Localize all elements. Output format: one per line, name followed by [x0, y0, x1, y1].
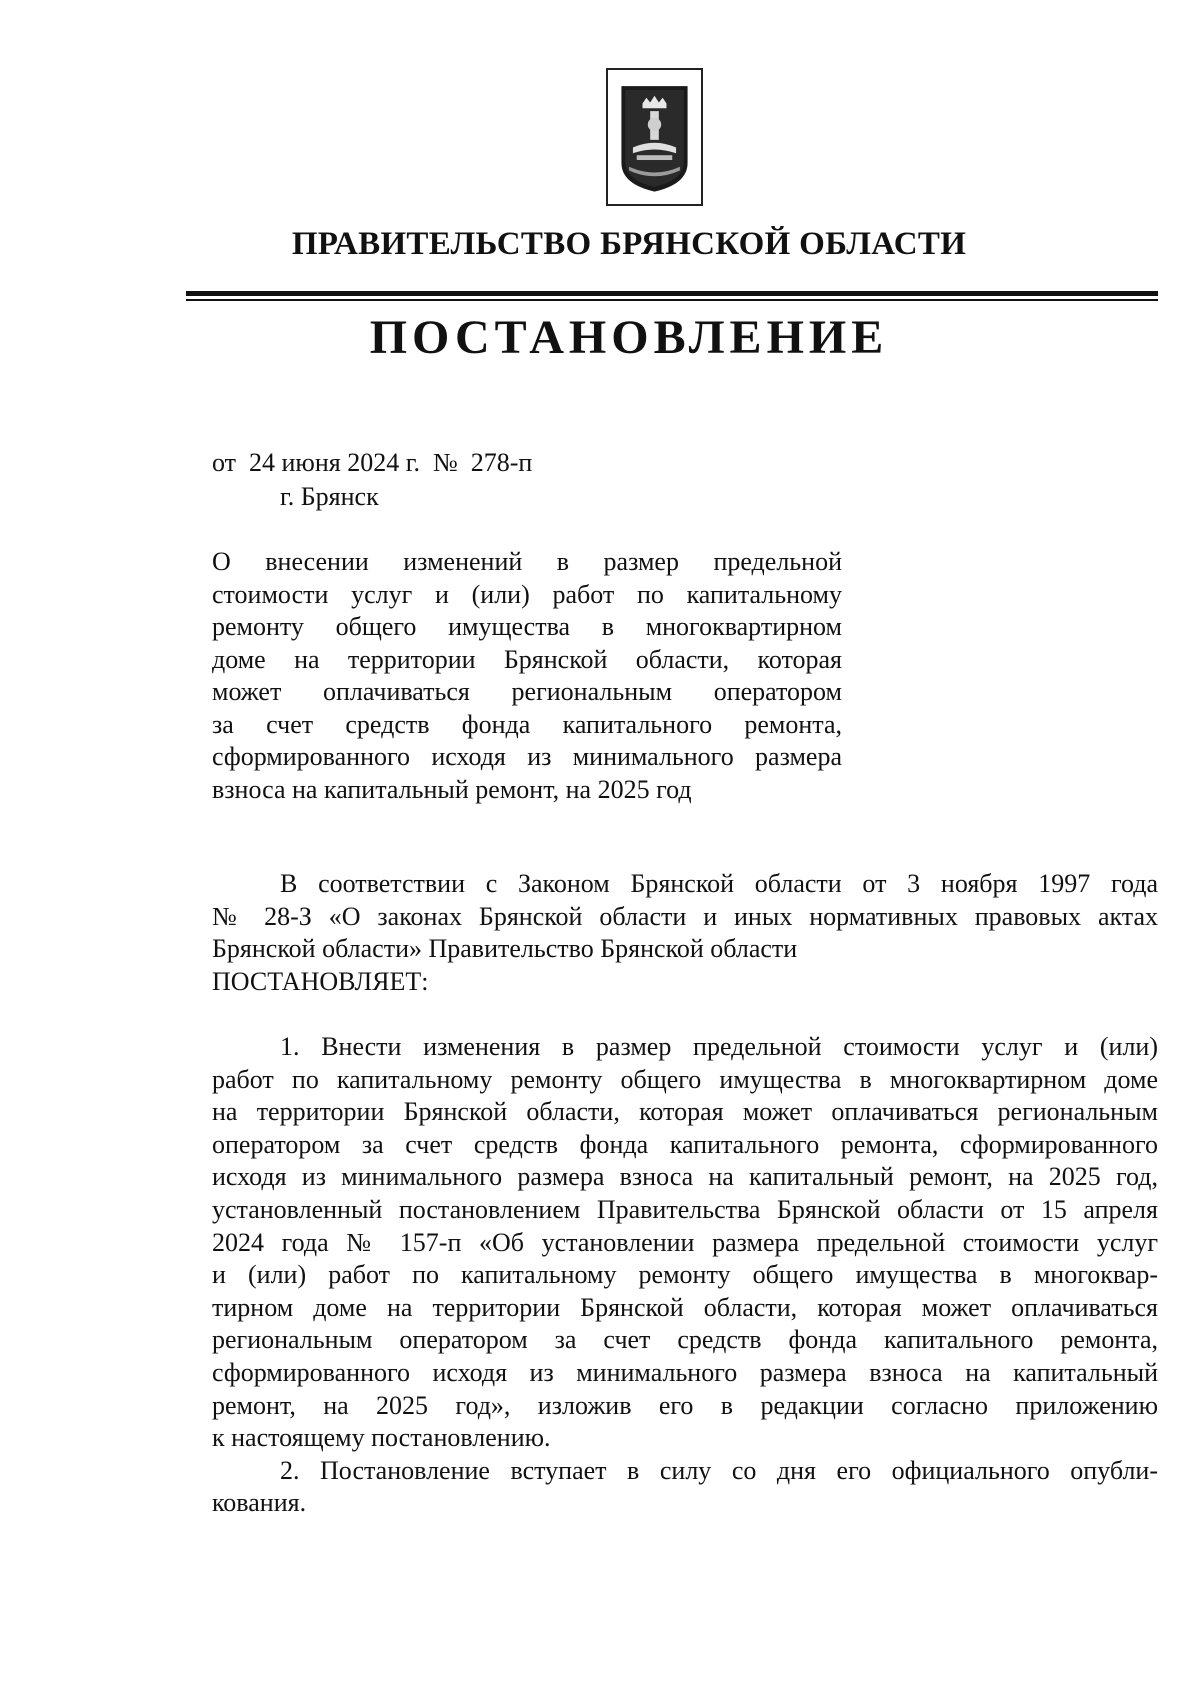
subject-line: О внесении изменений в размер предельной [212, 547, 842, 576]
item-1-line: тирном доме на территории Брянской области, которая может оплачиваться [212, 1292, 1158, 1322]
preamble-line: № 28-З «О законах Брянской области и иных нормативных правовых актах [212, 901, 1158, 931]
item-2-line: кования. [212, 1488, 307, 1518]
document-subject [212, 546, 842, 806]
item-1-line: работ по капитальному ремонту общего имущества в многоквартирном доме [212, 1064, 1158, 1094]
header-rule-thin [186, 299, 1158, 301]
item-1-line: оператором за счет средств фонда капитального ремонта, сформированного [212, 1129, 1158, 1159]
item-1-line: к настоящему постановлению. [212, 1423, 551, 1453]
document-type-heading: ПОСТАНОВЛЕНИЕ [369, 311, 889, 364]
header-rule-thick [186, 291, 1158, 296]
preamble-paragraph [212, 868, 1158, 998]
item-1-line: установленный постановлением Правительства Брянской области от 15 апреля [212, 1194, 1158, 1224]
subject-line: доме на территории Брянской области, которая [212, 644, 842, 674]
item-1-line: сформированного исходя из минимального размера взноса на капитальный [212, 1357, 1158, 1387]
document-date-number: от 24 июня 2024 г. № 278-п [212, 448, 533, 477]
coat-of-arms-icon [608, 70, 701, 204]
item-1-paragraph [212, 1031, 1158, 1520]
preamble-line: Брянской области» Правительство Брянской области [212, 934, 798, 964]
item-2-line: 2. Постановление вступает в силу со дня его официального опубли- [280, 1455, 1158, 1485]
organization-title: ПРАВИТЕЛЬСТВО БРЯНСКОЙ ОБЛАСТИ [291, 226, 967, 262]
subject-line: сформированного исходя из минимального размера [212, 742, 842, 771]
subject-line: ремонту общего имущества в многоквартирном [212, 612, 842, 641]
item-1-line: 2024 года № 157-п «Об установлении размера предельной стоимости услуг [212, 1227, 1158, 1257]
item-1-line: 1. Внести изменения в размер предельной стоимости услуг и (или) [280, 1032, 1158, 1061]
subject-line: за счет средств фонда капитального ремонта, [212, 709, 842, 739]
item-1-line: ремонт, на 2025 год», изложив его в редакции согласно приложению [212, 1390, 1158, 1420]
subject-line: взноса на капитальный ремонт, на 2025 год [212, 774, 692, 804]
coat-of-arms-emblem [606, 68, 703, 206]
item-1-line: на территории Брянской области, которая может оплачиваться региональным [212, 1097, 1158, 1127]
item-1-line: исходя из минимального размера взноса на капитальный ремонт, на 2025 год, [212, 1162, 1158, 1192]
resolves-keyword: ПОСТАНОВЛЯЕТ: [212, 966, 429, 996]
item-1-line: и (или) работ по капитальному ремонту общего имущества в многоквар- [212, 1260, 1158, 1290]
subject-line: стоимости услуг и (или) работ по капитальному [212, 579, 842, 609]
document-city: г. Брянск [280, 482, 379, 511]
item-1-line: региональным оператором за счет средств фонда капитального ремонта, [212, 1325, 1158, 1355]
preamble-line: В соответствии с Законом Брянской области от 3 ноября 1997 года [280, 869, 1158, 898]
subject-line: может оплачиваться региональным оператором [212, 677, 842, 706]
